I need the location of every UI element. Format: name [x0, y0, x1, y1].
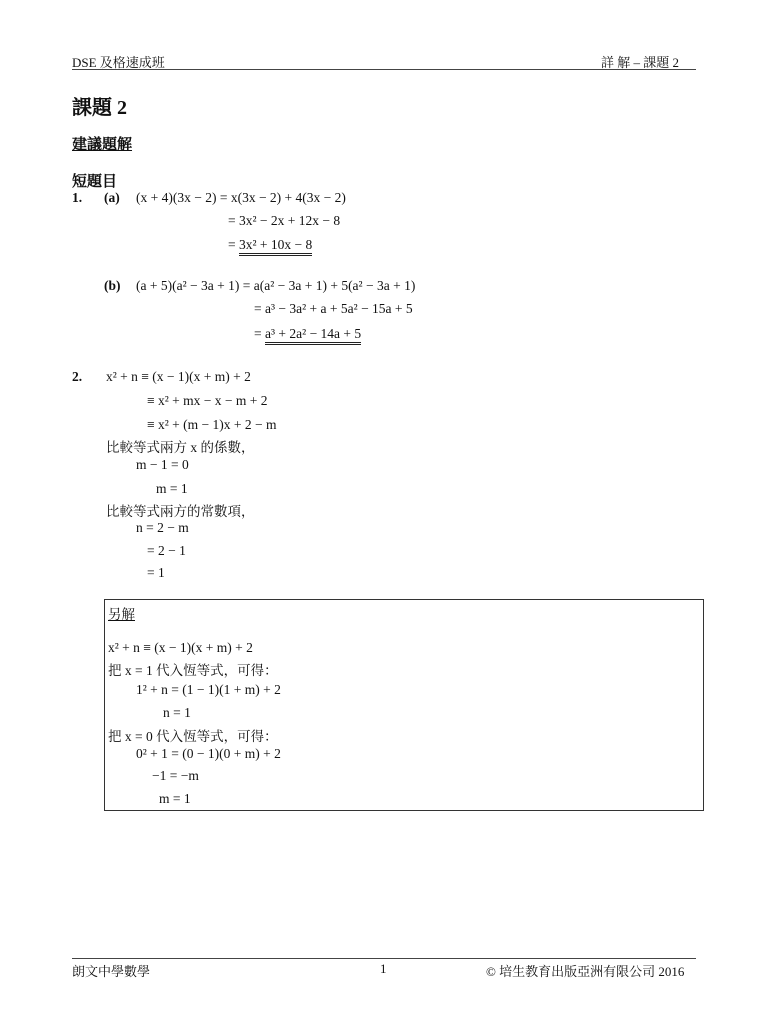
q1a-line-2: = 3x² − 2x + 12x − 8	[228, 213, 341, 228]
header-right: 詳 解 – 課題 2	[601, 55, 680, 70]
q2-line-1: x² + n ≡ (x − 1)(x + m) + 2	[106, 369, 251, 384]
q2-number: 2.	[72, 369, 83, 384]
sub-heading: 短題目	[72, 174, 118, 190]
q2-n-line-1: n = 2 − m	[136, 520, 189, 535]
footer-rule	[72, 958, 696, 959]
header-left: DSE 及格速成班	[72, 55, 165, 70]
q1-number: 1.	[72, 190, 83, 205]
footer-right: © 培生教育出版亞洲有限公司 2016	[486, 964, 685, 979]
q2-n-line-2: = 2 − 1	[147, 543, 186, 558]
alt-sub2-line-3: m = 1	[159, 791, 191, 806]
q1a-line-3: = 3x² + 10x − 8	[228, 237, 312, 253]
footer-left: 朗文中學數學	[72, 964, 151, 979]
alt-sub2: 把 x = 0 代入恆等式，可得：	[108, 729, 278, 744]
alt-sub2-line-1: 0² + 1 = (0 − 1)(0 + m) + 2	[136, 746, 281, 761]
q2-m-line-2: m = 1	[156, 481, 188, 496]
section-heading: 建議題解	[72, 137, 133, 153]
alt-sub2-line-2: −1 = −m	[152, 768, 199, 783]
q1b-line-2: = a³ − 3a² + a + 5a² − 15a + 5	[254, 301, 413, 316]
q2-compare-x: 比較等式兩方 x 的係數，	[106, 440, 255, 455]
q1a-label: (a)	[104, 190, 120, 205]
header-rule	[72, 69, 696, 70]
alt-label: 另解	[108, 607, 135, 622]
q2-compare-const: 比較等式兩方的常數項，	[106, 504, 255, 519]
q2-n-line-3: = 1	[147, 565, 165, 580]
q1b-label: (b)	[104, 278, 121, 293]
q2-line-2: ≡ x² + mx − x − m + 2	[147, 393, 268, 408]
alt-sub1: 把 x = 1 代入恆等式，可得：	[108, 663, 278, 678]
q1b-line-3: = a³ + 2a² − 14a + 5	[254, 326, 361, 342]
page-title: 課題 2	[72, 97, 127, 119]
footer-page-number: 1	[380, 961, 387, 976]
q1a-line-1: (x + 4)(3x − 2) = x(3x − 2) + 4(3x − 2)	[136, 190, 346, 205]
q1b-answer: a³ + 2a² − 14a + 5	[265, 326, 361, 345]
alt-sub1-line-2: n = 1	[163, 705, 191, 720]
q1a-answer: 3x² + 10x − 8	[239, 237, 312, 256]
q1b-line-1: (a + 5)(a² − 3a + 1) = a(a² − 3a + 1) + 5(a² − 3a + 1)	[136, 278, 416, 293]
alt-identity: x² + n ≡ (x − 1)(x + m) + 2	[108, 640, 253, 655]
q2-m-line-1: m − 1 = 0	[136, 457, 189, 472]
alt-sub1-line-1: 1² + n = (1 − 1)(1 + m) + 2	[136, 682, 281, 697]
q2-line-3: ≡ x² + (m − 1)x + 2 − m	[147, 417, 277, 432]
